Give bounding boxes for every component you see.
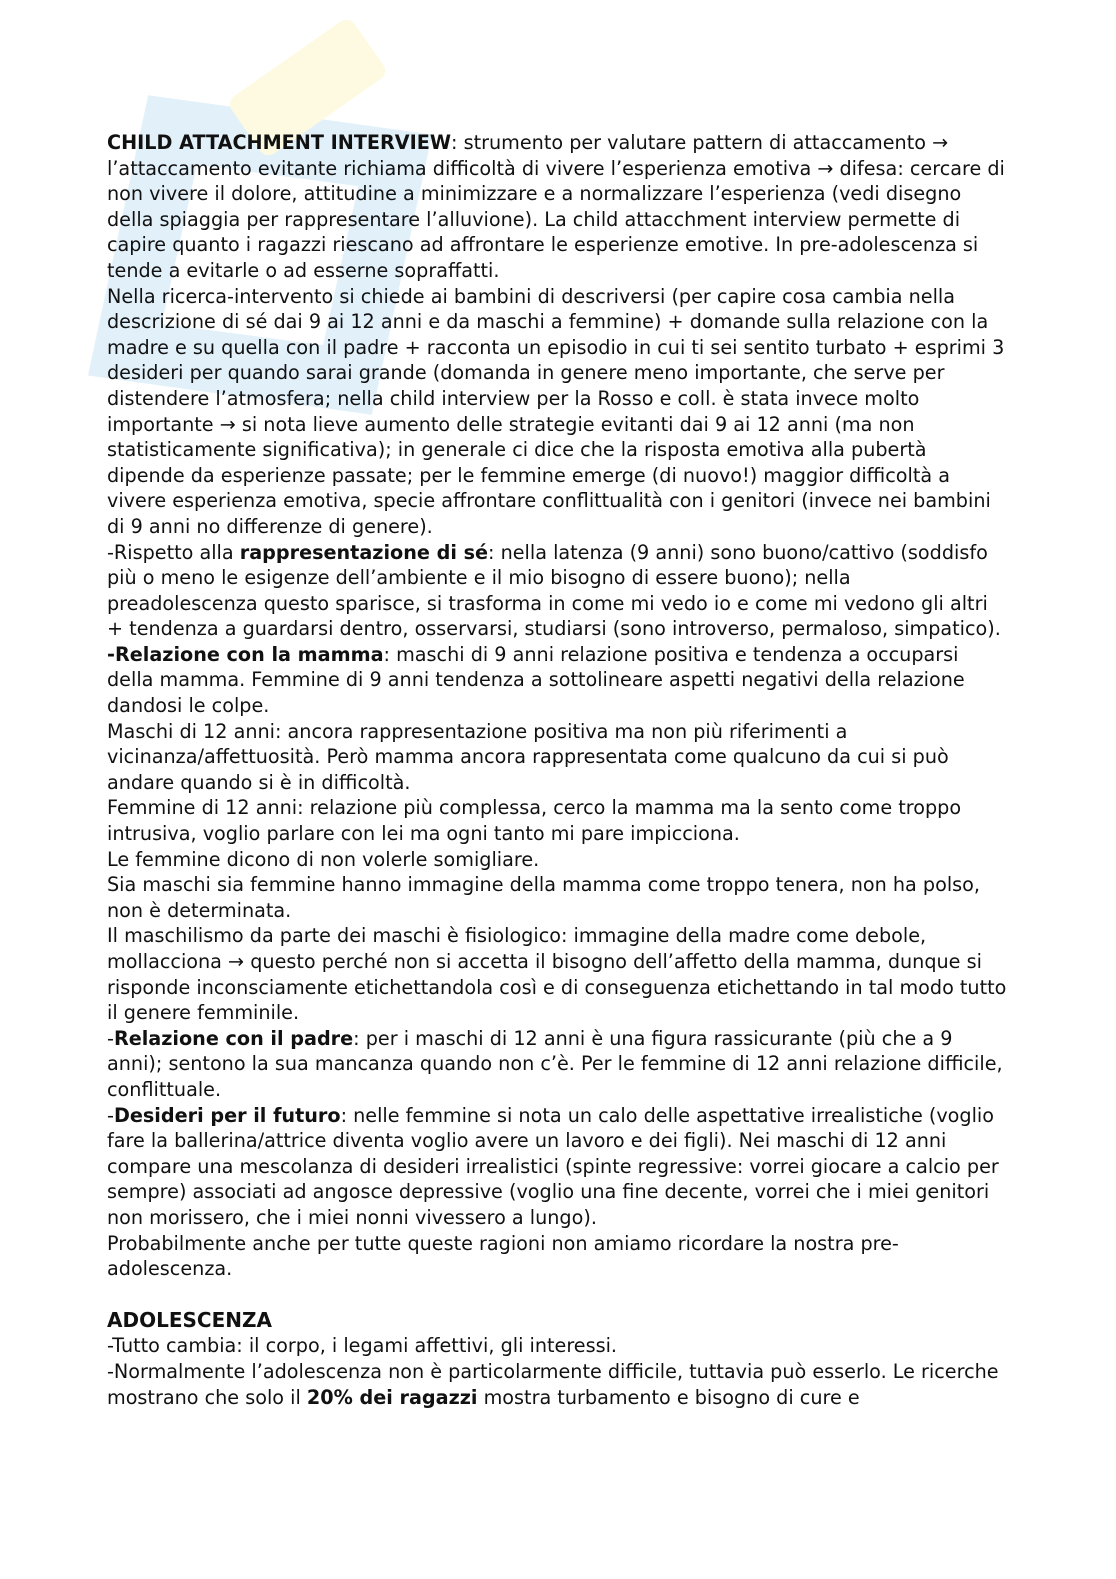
arrow-right-icon: → (932, 131, 949, 154)
desideri-term: Desideri per il futuro (113, 1103, 341, 1127)
adolescenza-p2: -Normalmente l’adolescenza non è particolarmente difficile, tuttavia può esserlo. Le ricerche mostrano che solo il 20% dei ragazzi mostra turbamento e bisogno di cure e (107, 1359, 999, 1409)
mamma-paragraph: -Relazione con la mamma: maschi di 9 anni relazione positiva e tendenza a occuparsi della mamma. Femmine di 9 anni tendenza a sottolineare aspetti negativi della relazione dandosi le colpe. (107, 642, 965, 718)
arrow-right-icon: → (219, 412, 236, 436)
rappresentazione-term: rappresentazione di sé (239, 540, 489, 564)
cai-paragraph: CHILD ATTACHMENT INTERVIEW: strumento per valutare pattern di attaccamento → l’attaccamento evitante richiama difficoltà di vivere l’esperienza emotiva → difesa: cercare di non vivere il dolore, attitudine a minimizzare e a normalizzare l’esperienza (vedi disegno della spiaggia per rappresentare l’alluvione). La child attacchment interview permette di capire quanto i ragazzi riescano ad affrontare le esperienze emotive. In pre-adolescenza si tende a evitarle o ad esserne sopraffatti. (107, 131, 1005, 282)
mamma-tenera: Sia maschi sia femmine hanno immagine della mamma come troppo tenera, non ha polso, non è determinata. (107, 873, 981, 922)
mamma-maschi-12: Maschi di 12 anni: ancora rappresentazione positiva ma non più riferimenti a vicinanza/affettuosità. Però mamma ancora rappresentata come qualcuno da cui si può andare quando si è in difficoltà. (107, 719, 949, 794)
section-title: ADOLESCENZA (107, 1307, 272, 1332)
ricerca-paragraph: Nella ricerca-intervento si chiede ai bambini di descriversi (per capire cosa cambia nella descrizione di sé dai 9 ai 12 anni e da maschi a femmine) + domande sulla relazione con la madre e su quella con il padre + racconta un episodio in cui ti sei sentito turbato + esprimi 3 desideri per quando sarai grande (domanda in genere meno importante, che serve per distendere l’atmosfera; nella child interview per la Rosso e coll. è stata invece molto importante → si nota lieve aumento delle strategie evitanti dai 9 ai 12 anni (ma non statisticamente significativa); in generale ci dice che la risposta emotiva alla pubertà dipende da esperienze passate; per le femmine emerge (di nuovo!) maggior difficoltà a vivere esperienza emotiva, specie affrontare conflittualità con i genitori (invece nei bambini di 9 anni no differenze di genere). (107, 284, 1005, 538)
arrow-right-icon: → (228, 950, 245, 973)
document-body (107, 130, 1007, 1410)
padre-paragraph: -Relazione con il padre: per i maschi di 12 anni è una figura rassicurante (più che a 9 anni); sentono la sua mancanza quando non c’è. Per le femmine di 12 anni relazione difficile, conflittuale. (107, 1026, 1003, 1101)
mamma-term: -Relazione con la mamma (107, 642, 384, 666)
rappresentazione-paragraph: -Rispetto alla rappresentazione di sé: nella latenza (9 anni) sono buono/cattivo (soddisfo più o meno le esigenze dell’ambiente e il mio bisogno di essere buono); nella preadolescenza questo sparisce, si trasforma in come mi vedo io e come mi vedono gli altri + tendenza a guardarsi dentro, osservarsi, studiarsi (sono introverso, permaloso, simpatico). (107, 540, 1001, 641)
closing-paragraph: Probabilmente anche per tutte queste ragioni non amiamo ricordare la nostra pre-adolescenza. (107, 1231, 899, 1281)
arrow-right-icon: → (817, 156, 834, 180)
padre-term: Relazione con il padre (113, 1026, 354, 1050)
adolescenza-p1: -Tutto cambia: il corpo, i legami affettivi, gli interessi. (107, 1334, 618, 1358)
mamma-femmine-12: Femmine di 12 anni: relazione più complessa, cerco la mamma ma la sento come troppo intrusiva, voglio parlare con lei ma ogni tanto mi pare impicciona. (107, 796, 962, 846)
percent-term: 20% dei ragazzi (306, 1385, 478, 1409)
cai-term: CHILD ATTACHMENT INTERVIEW (107, 131, 452, 154)
maschilismo-paragraph: Il maschilismo da parte dei maschi è fisiologico: immagine della madre come debole, mollacciona → questo perché non si accetta il bisogno dell’affetto della mamma, dunque si risponde inconsciamente etichettandola così e di conseguenza etichettando in tal modo tutto il genere femminile. (107, 924, 1007, 1025)
desideri-paragraph: -Desideri per il futuro: nelle femmine si nota un calo delle aspettative irrealistiche (voglio fare la ballerina/attrice diventa voglio avere un lavoro e dei figli). Nei maschi di 12 anni compare una mescolanza di desideri irrealistici (spinte regressive: vorrei giocare a calcio per sempre) associati ad angosce depressive (voglio una fine decente, vorrei che i miei genitori non morissero, che i miei nonni vivessero a lungo). (107, 1103, 999, 1229)
mamma-somigliare: Le femmine dicono di non volerle somigliare. (107, 847, 540, 871)
